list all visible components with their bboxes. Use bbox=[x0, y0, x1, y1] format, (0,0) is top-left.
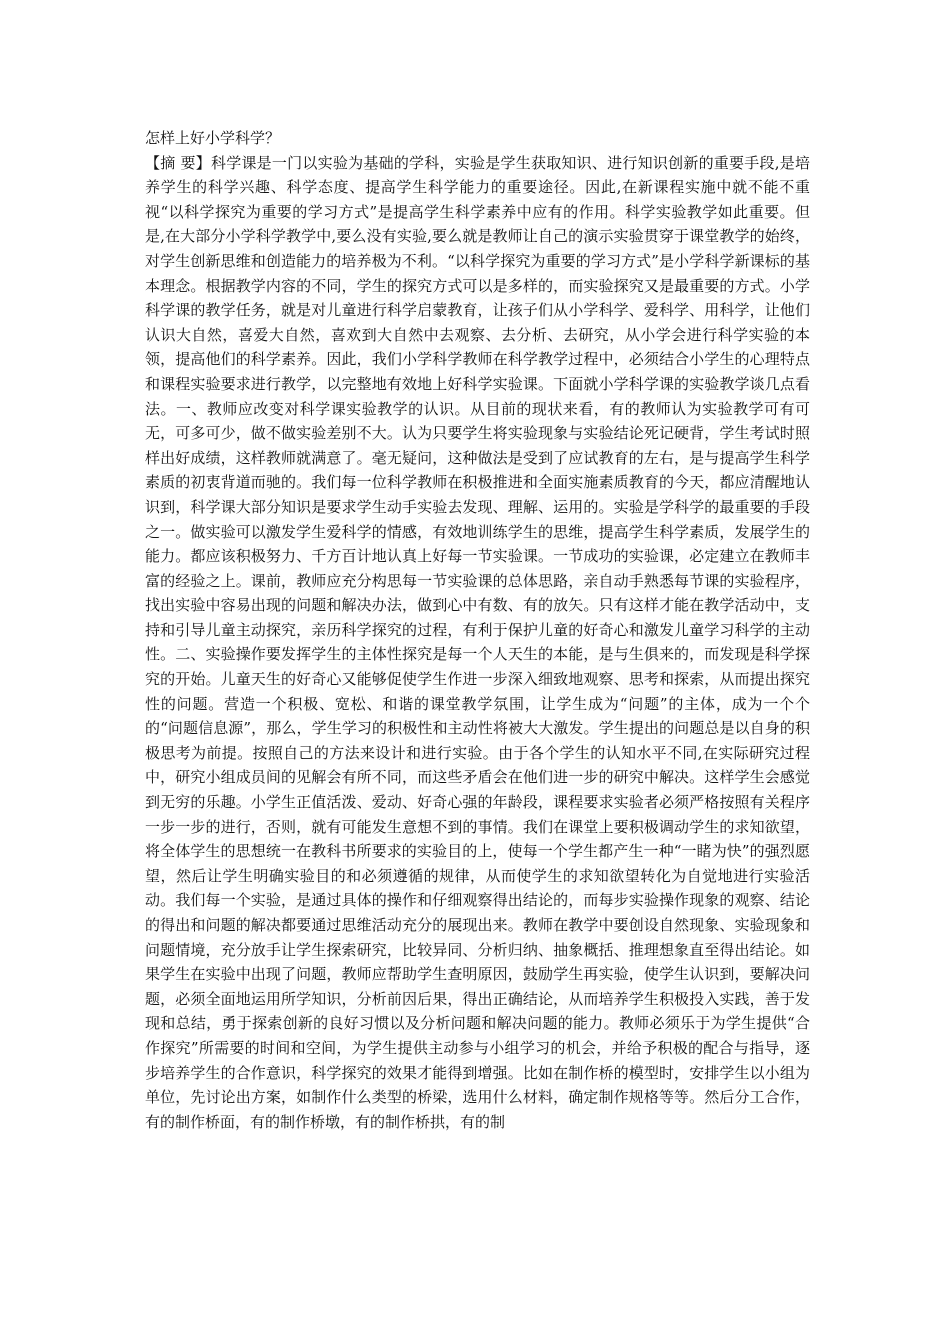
abstract-body: 科学课是一门以实验为基础的学科，实验是学生获取知识、进行知识创新的重要手段,是培养学生的科学兴趣、科学态度、提高学生科学能力的重要途径。因此,在新课程实施中就不能不重视“以科学探究为重要的学习方式”是提高学生科学素养中应有的作用。科学实验教学如此重要。但是,在大部分小学科学教学中,要么没有实验,要么就是教师让自己的演示实验贯穿于课堂教学的始终，对学生创新思维和创造能力的培养极为不利。“以科学探究为重要的学习方式”是小学科学新课标的基本理念。根据教学内容的不同，学生的探究方式可以是多样的，而实验探究又是最重要的方式。小学科学课的教学任务，就是对儿童进行科学启蒙教育，让孩子们从小学科学、爱科学、用科学，让他们认识大自然，喜爱大自然，喜欢到大自然中去观察、去分析、去研究，从小学会进行科学实验的本领，提高他们的科学素养。因此，我们小学科学教师在科学教学过程中，必须结合小学生的心理特点和课程实验要求进行教学，以完整地有效地上好科学实验课。下面就小学科学课的实验教学谈几点看法。一、教师应改变对科学课实验教学的认识。从目前的现状来看，有的教师认为实验教学可有可无，可多可少，做不做实验差别不大。认为只要学生将实验现象与实验结论死记硬背，学生考试时照样出好成绩，这样教师就满意了。毫无疑问，这种做法是受到了应试教育的左右，是与提高学生科学素质的初衷背道而驰的。我们每一位科学教师在积极推进和全面实施素质教育的今天，都应清醒地认识到，科学课大部分知识是要求学生动手实验去发现、理解、运用的。实验是学科学的最重要的手段之一。做实验可以激发学生爱科学的情感，有效地训练学生的思维，提高学生科学素质，发展学生的能力。都应该积极努力、千方百计地认真上好每一节实验课。一节成功的实验课，必定建立在教师丰富的经验之上。课前，教师应充分构思每一节实验课的总体思路，亲自动手熟悉每节课的实验程序，找出实验中容易出现的问题和解决办法，做到心中有数、有的放矢。只有这样才能在教学活动中，支持和引导儿童主动探究，亲历科学探究的过程，有利于保护儿童的好奇心和激发儿童学习科学的主动性。二、实验操作要发挥学生的主体性探究是每一个人天生的本能，是与生俱来的，而发现是科学探究的开始。儿童天生的好奇心又能够促使学生作进一步深入细致地观察、思考和探索，从而提出探究性的问题。营造一个积极、宽松、和谐的课堂教学氛围，让学生成为“问题”的主体，成为一个个的“问题信息源”，那么，学生学习的积极性和主动性将被大大激发。学生提出的问题总是以自身的积极思考为前提。按照自己的方法来设计和进行实验。由于各个学生的认知水平不同,在实际研究过程中，研究小组成员间的见解会有所不同，而这些矛盾会在他们进一步的研究中解决。这样学生会感觉到无穷的乐趣。小学生正值活泼、爱动、好奇心强的年龄段，课程要求实验者必须严格按照有关程序一步一步的进行，否则，就有可能发生意想不到的事情。我们在课堂上要积极调动学生的求知欲望，将全体学生的思想统一在教科书所要求的实验目的上，使每一个学生都产生一种“一睹为快”的强烈愿望，然后让学生明确实验目的和必须遵循的规律，从而使学生的求知欲望转化为自觉地进行实验活动。我们每一个实验，是通过具体的操作和仔细观察得出结论的，而每步实验操作现象的观察、结论的得出和问题的解决都要通过思维活动充分的展现出来。教师在教学中要创设自然现象、实验现象和问题情境，充分放手让学生探索研究，比较异同、分析归纳、抽象概括、推理想象直至得出结论。如果学生在实验中出现了问题，教师应帮助学生查明原因，鼓励学生再实验，使学生认识到，要解决问题，必须全面地运用所学知识，分析前因后果，得出正确结论，从而培养学生积极投入实践，善于发现和总结，勇于探索创新的良好习惯以及分析问题和解决问题的能力。教师必须乐于为学生提供“合作探究”所需要的时间和空间，为学生提供主动参与小组学习的机会，并给予积极的配合与指导，逐步培养学生的合作意识，科学探究的效果才能得到增强。比如在制作桥的模型时，安排学生以小组为单位，先讨论出方案，如制作什么类型的桥梁，选用什么材料，确定制作规格等等。然后分工合作，有的制作桥面，有的制作桥墩，有的制作桥拱，有的制 bbox=[145, 153, 810, 1131]
document-page bbox=[145, 126, 810, 1134]
abstract-label: 【摘 要】 bbox=[145, 153, 211, 172]
abstract-paragraph bbox=[145, 151, 810, 1135]
document-title: 怎样上好小学科学？ bbox=[145, 129, 281, 147]
